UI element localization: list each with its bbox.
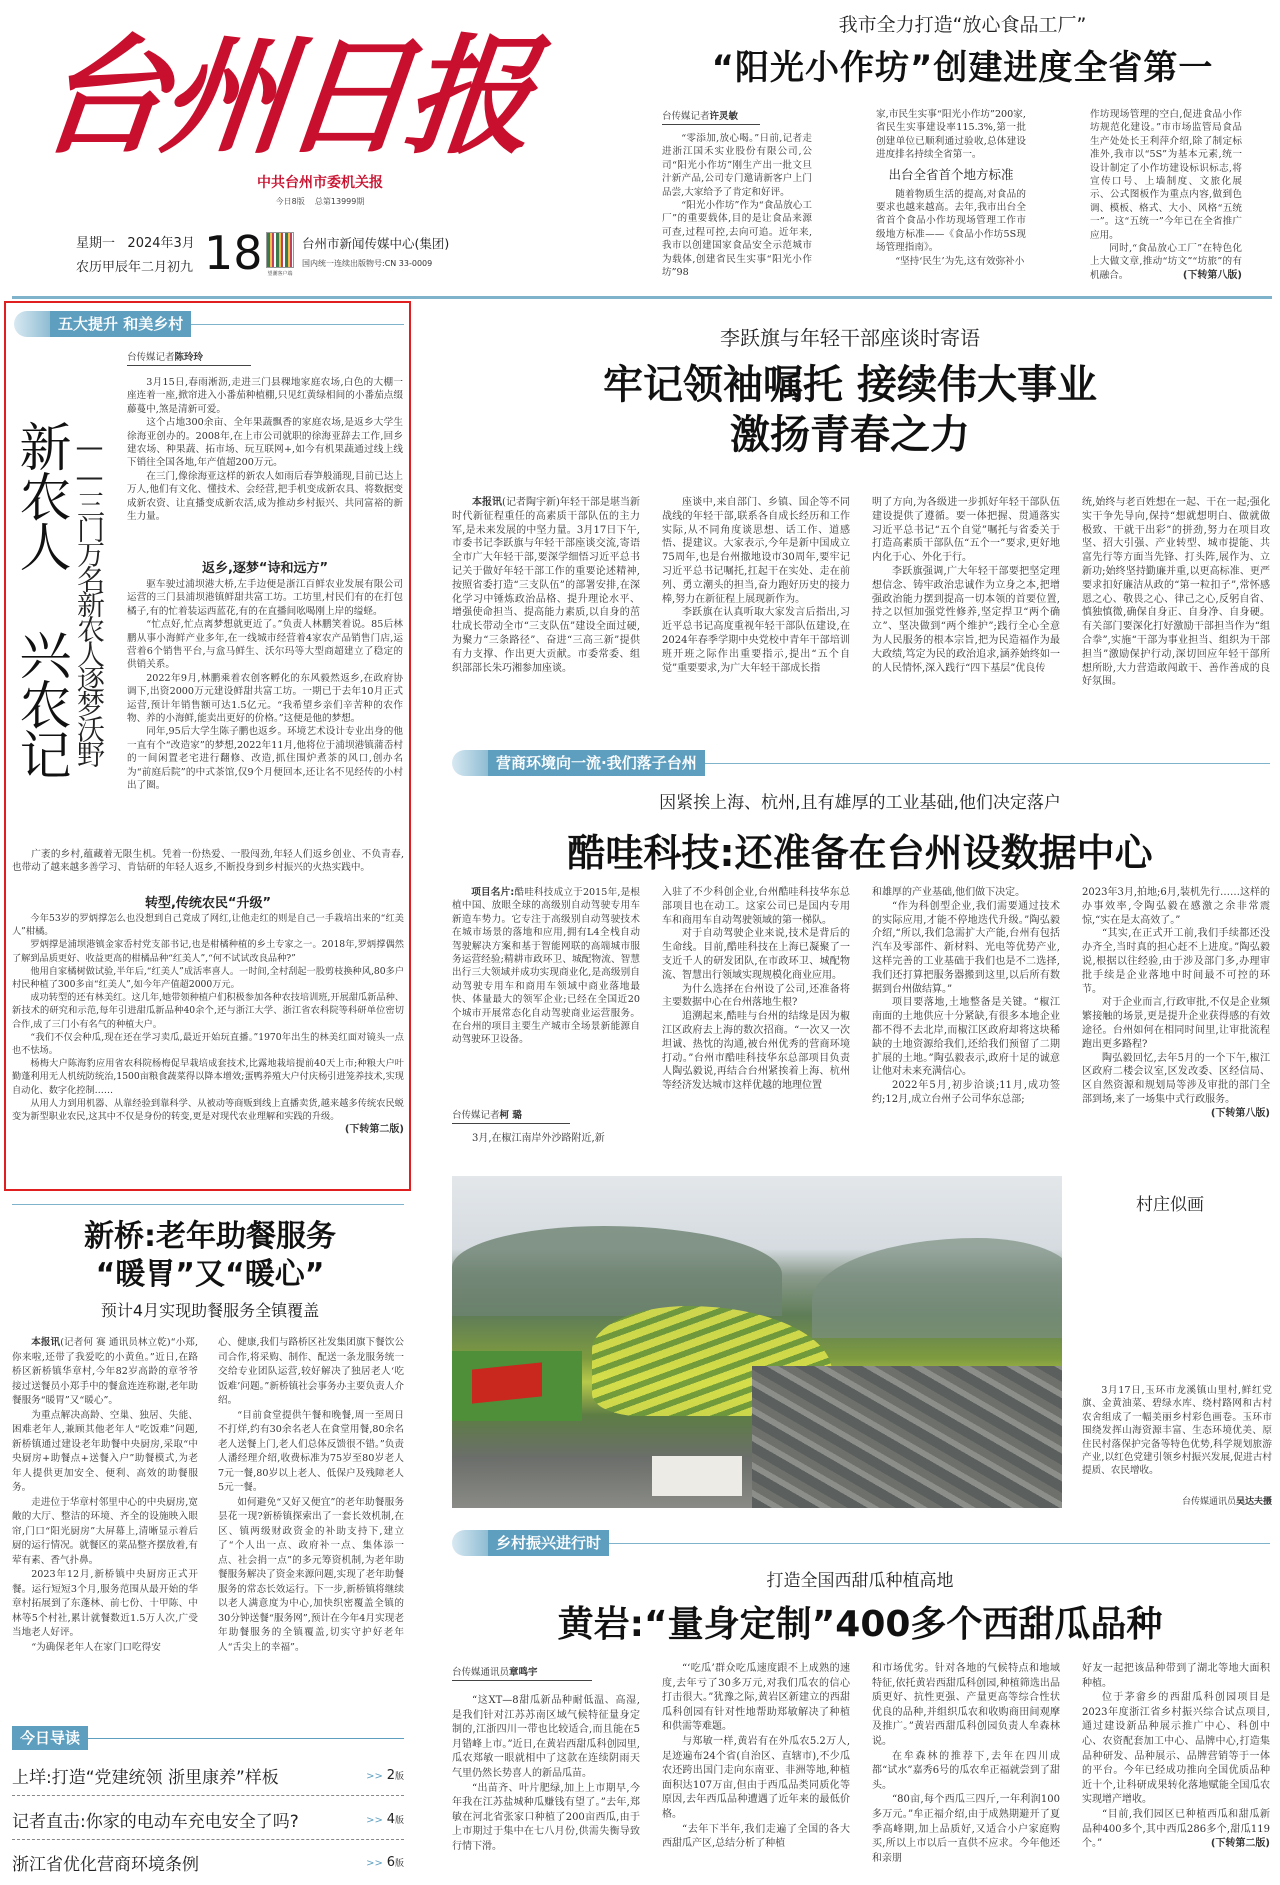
arrow-icon: >> — [366, 1771, 383, 1782]
paragraph: “80亩,每个西瓜三四斤,一年利润100多万元。”牟正福介绍,由于成熟期避开了夏季高峰期,加上品质好,又适合小户家庭购买,所以上市以后一直供不应求。今年他还和亲朋 — [872, 1794, 1060, 1864]
guide-item[interactable] — [12, 1756, 404, 1796]
paragraph: 2023年3月,拍地;6月,装机先行……这样的办事效率,令陶弘毅在感激之余非常震惊,“实在是太高效了。” — [1082, 887, 1270, 926]
guide-item-page — [366, 1812, 404, 1827]
white-house — [652, 1456, 742, 1496]
melon-kicker: 打造全国西甜瓜种植高地 — [766, 1571, 954, 1591]
paragraph: “出苗齐、叶片肥绿,加上上市期早,今年我在江苏盐城种瓜赚钱有望了。”去年,郑敏在河北省张家口种植了200亩西瓜,由于上市期过于集中在七八月份,供需失衡导致行情下滑。 — [452, 1782, 640, 1852]
paragraph-text: “目前,我们园区已种植西瓜和甜瓜新品种400多个,其中西瓜286多个,甜瓜119个。” — [1082, 1808, 1270, 1850]
paragraph — [1082, 1052, 1270, 1119]
melon-byline — [452, 1664, 592, 1681]
paragraph: 走进位于华章村邻里中心的中央厨房,宽敞的大厅、整洁的环境、齐全的设施映入眼帘,门口“阳光厨房”大屏幕上,清晰显示着后厨的运行情况。就餐区的菜品整齐摆放着,有荤有素、香气扑鼻。 — [12, 1496, 198, 1566]
business-profile — [452, 886, 640, 1086]
paragraph: 对于企业而言,行政审批,不仅是企业频繁接触的场景,更是提升企业获得感的有效途径。台州如何在相同时间里,让审批流程跑出更多路程? — [1082, 997, 1270, 1050]
paragraph: 追溯起来,酷哇与台州的结缘是因为椒江区政府去上海的数次招商。“一次又一次坦诚、热忱的沟通,被台州优秀的营商环境打动。”台州市酷哇科技华东总部项目负责人陶弘毅说,再结合台州紧挨着上海、杭州等经济发达城市这样优越的地理位置 — [662, 1011, 850, 1092]
wave-icon — [452, 1530, 488, 1556]
byline-prefix: 台传媒记者 — [662, 111, 710, 122]
business-byline — [452, 1107, 570, 1124]
section-label: 乡村振兴进行时 — [488, 1530, 609, 1556]
photo-caption — [1082, 1384, 1272, 1494]
paragraph: 李跃旗强调,广大年轻干部要把坚定理想信念、铸牢政治忠诚作为立身之本,把增强政治能力摆到提高一切本领的首要位置,持之以恒加强党性修养,坚定捍卫“两个确立”、坚决做到“两个维护”;践行全心全意为人民服务的根本宗旨,把为民造福作为最大政绩,笃定为民的政治追求,涵养始终如一的人民情怀,深入践行“四下基层”优良传 — [872, 565, 1060, 674]
paragraph: 同年,95后大学生陈子鹏也返乡。环境艺术设计专业出身的他一直有个“改造家”的梦想,2022年11月,他将位于浦坝港镇蒲岙村的一间闲置老宅进行翻修、改造,抓住围炉煮茶的风口,创办名为“前庭后院”的中式茶馆,仅9个月便回本,还让名不见经传的小村出了圈。 — [127, 726, 403, 792]
paragraph: “作为科创型企业,我们需要通过技术的实际应用,才能不停地迭代升级。”陶弘毅介绍,“所以,我们急需扩大产能,台州有包括汽车及零部件、新材料、光电等优势产业,这样完善的工业基础于我们也是不二选择,我们还打算把服务器搬到这里,以后所有数据到台州做结算。” — [872, 900, 1060, 995]
byline-name: 陈玲玲 — [174, 352, 204, 363]
paragraph: 对于自动驾驶企业来说,技术是背后的生命线。目前,酷哇科技在上海已凝聚了一支近千人的研发团队,在市政环卫、城配物流、智慧出行领域实现规模化商业应用。 — [662, 928, 850, 981]
weekday: 星期一 — [76, 236, 116, 251]
paragraph: 罗炳撑是浦坝港镇金家岙村党支部书记,也是柑橘种植的乡土专家之一。2018年,罗炳撑偶然了解到品质更好、收益更高的柑橘品种“红美人”,“何不试试改良品种?” — [12, 939, 404, 964]
masthead-subtitle: 中共台州市委机关报 — [257, 175, 383, 191]
paragraph: 心、健康,我们与路桥区社发集团旗下餐饮公司合作,将采购、制作、配送一条龙服务统一交给专业团队运营,较好解决了独居老人‘吃饭难’问题。”新桥镇社会事务办主要负责人介绍。 — [218, 1337, 404, 1406]
guide-item-page — [366, 1855, 404, 1870]
today-guide — [12, 1726, 404, 1881]
elderly-subheadline: 预计4月实现助餐服务全镇覆盖 — [100, 1301, 320, 1320]
qr-code[interactable] — [266, 232, 294, 268]
melon-section-bar — [452, 1530, 1270, 1556]
paragraph: 如何避免“又好又便宜”的老年助餐服务昙花一现?新桥镇探索出了一套长效机制,在区、镇两级财政资金的补助支持下,建立了“个人出一点、政府补一点、集体添一点、社会捐一点”的多元筹资机制,为老年助餐服务解决了资金来源问题,实现了老年助餐服务的常态长效运行。下一步,新桥镇将继续以老人满意度为中心,加快织密覆盖全镇的30分钟送餐“服务网”,预计在今年4月实现老年助餐服务的全镇覆盖,切实守护好老年人“舌尖上的幸福”。 — [218, 1496, 404, 1653]
left-feature-subhead-2: 转型,传统农民“升级” — [144, 896, 272, 911]
melon-col3 — [872, 1662, 1060, 1880]
elderly-headline-line1: 新桥:老年助餐服务 — [84, 1219, 336, 1254]
paragraph: “为确保老年人在家门口吃得安 — [31, 1641, 161, 1653]
paragraph-text: 从用人力到用机器、从靠经验到靠科学、从被动等商贩到线上直播卖货,越来越多传统农民蜕变为新型职业农民,这其中不仅是身份的转变,更是对现代农业理解和实践的升级。 — [12, 1097, 404, 1123]
left-feature-byline — [127, 349, 251, 366]
paragraph: 2022年9月,林鹏乘着农创客孵化的东风毅然返乡,在政府协调下,出资2000万元建设鲜甜共富工坊。一期已于去年10月正式运营,预计年销售额可达1.5亿元。“我希望乡亲们辛苦种的农作物、养的小海鲜,能卖出更好的价格。”这便是他的梦想。 — [127, 672, 403, 725]
photo-credit — [1082, 1494, 1272, 1507]
masthead-logo: 台州日报 — [32, 22, 536, 172]
guide-item-title[interactable]: 记者直击:你家的电动车充电安全了吗? — [12, 1812, 299, 1832]
page-number: 6 — [386, 1854, 395, 1870]
left-feature-section2 — [12, 912, 404, 1184]
today-guide-label: 今日导读 — [12, 1726, 88, 1750]
paragraph: 驱车驶过浦坝港大桥,左手边便是浙江百鲜农业发展有限公司运营的三门县浦坝港镇鲜甜共富工坊。工坊里,村民们有的在打包橘子,有的忙着装运西蓝花,有的在直播间吆喝刚上岸的缢蛏。 — [127, 579, 403, 617]
section-label: 营商环境向一流·我们落子台州 — [488, 750, 705, 776]
mountain-right — [812, 1238, 1062, 1338]
date-weekday — [76, 232, 195, 251]
paragraph: “其实,在正式开工前,我们手续都还没办齐全,当时真的担心赶不上进度。”陶弘毅说,根据以往经验,由于涉及部门多,办理审批手续是企业落地中时间最不可控的环节。 — [1082, 928, 1270, 995]
guide-item-page — [366, 1768, 404, 1783]
guide-item[interactable] — [12, 1800, 404, 1840]
paragraph: “坚持‘民生’为先,这有效弥补小 — [895, 255, 1025, 267]
elderly-col2 — [218, 1336, 404, 1706]
mountain-left — [452, 1226, 782, 1316]
melon-col4 — [1082, 1662, 1270, 1880]
paragraph-text: 同时,“食品放心工厂”在特色化上大做文章,推动“坊文”“坊旅”的有机融合。 — [1090, 243, 1242, 281]
paragraph: 3月17日,玉环市龙溪镇山里村,鲜红党旗、金黄油菜、碧绿水库、绕村路网和古村农舍组成了一幅美丽乡村彩色画卷。玉环市围绕发挥山海资源丰富、生态环境优美、原住民村落保护完备等特色优势,科学规划旅游产业,以红色党建引领乡村振兴发展,促进古村提质、农民增收。 — [1082, 1385, 1272, 1477]
paragraph: 他用自家橘树做试验,半年后,“红美人”成活率喜人。一时间,全村刮起一股剪枝换种风,80多户村民种植了300多亩“红美人”,如今年产值超2000万元。 — [12, 965, 404, 991]
masthead — [0, 0, 640, 300]
business-col3 — [872, 886, 1060, 1148]
guide-item-title[interactable]: 浙江省优化营商环境条例 — [12, 1854, 199, 1875]
issue-number: 总第13999期 — [314, 197, 365, 206]
paragraph: 位于茅畲乡的西甜瓜科创园项目是2023年度浙江省乡村振兴综合试点项目,通过建设新品种展示推广中心、科创中心、农资配套加工中心、品牌中心,打造集品种研发、品种展示、品牌营销等于一体的平台。今年已经成功推向全国优质品种近十个,让科研成果转化落地赋能全国瓜农实现增产增收。 — [1082, 1692, 1270, 1806]
section-rule — [191, 324, 404, 325]
paragraph: 李跃旗在认真听取大家发言后指出,习近平总书记高度重视年轻干部队伍建设,在2024年春季学期中央党校中青年干部培训班开班之际作出重要指示,提出“五个自觉”重要要求,为广大年轻干部成长指 — [662, 607, 850, 674]
paragraph: 明了方向,为各级进一步抓好年轻干部队伍建设提供了遵循。要一体把握、贯通落实习近平总书记“五个自觉”嘱托与省委关于打造高素质干部队伍“五个一”要求,更好地内化于心、外化于行。 — [872, 497, 1060, 564]
left-feature-subheadline: ——三门万名新农人逐梦沃野 — [73, 430, 106, 765]
paragraph: 今年53岁的罗炳撑怎么也没想到自己竟成了网红,让他走红的则是自己一手栽培出来的“红美人”柑橘。 — [12, 913, 404, 938]
top-story-col1 — [662, 132, 812, 288]
left-feature-section-bar — [14, 311, 404, 337]
paragraph: “忙点好,忙点离梦想就更近了。”负责人林鹏笑着说。85后林鹏从事小海鲜产业多年,在一线城市经营着4家农产品销售门店,运营着6个销售平台,与盒马鲜生、沃尔玛等大型商超建立了稳定的供销关系。 — [127, 619, 403, 671]
arrow-icon: >> — [366, 1815, 383, 1826]
edition-info — [200, 196, 440, 207]
paragraph — [1090, 242, 1242, 282]
byline-name: 许灵敏 — [709, 111, 739, 122]
paragraph: 统,始终与老百姓想在一起、干在一起;强化实干争先导向,保持“想就想明白、做就做极致、干就干出彩”的拼劲,努力在项目攻坚、招大引强、产业转型、城市提能、共富先行等方面当先锋、打头阵,展作为、立新功;始终坚持勤廉并重,以更高标准、更严要求扣好廉洁从政的“第一粒扣子”,常怀感恩之心、敬畏之心、律己之心,反躬自省、慎独慎微,确保自身正、自身净、自身硬。有关部门要深化打好激励干部担当作为“组合拳”,实施“干部为事业担当、组织为干部担当”激励保护行动,深切回应年轻干部所想所盼,大力营造敢闯敢干、善作善成的良好氛围。 — [1082, 497, 1270, 688]
left-feature-headline: 新农人 兴农记 — [10, 420, 70, 778]
page-unit: 版 — [394, 1858, 404, 1869]
paragraph-text: 年轻干部是堪当新时代新征程重任的高素质干部队伍的主力军,是未来发展的中坚力量。3月17日下午,市委书记李跃旗与年轻干部座谈交流,寄语全市广大年轻干部,要深学细悟习近平总书记关于做好年轻干部工作的重要论述精神,按照省委打造“三支队伍”的部署安排,在深化学习中锤炼政治品格、提升理论水平、增强使命担当、提高能力素质,以自身的茁壮成长带动全市“三支队伍”建设全面过硬,为聚力“三条路径”、奋进“三高三新”提供有力支撑、作出更大贡献。市委常委、组织部部长朱巧湘参加座谈。 — [452, 497, 640, 674]
paragraph: 入驻了不少科创企业,台州酷哇科技华东总部项目也在动工。这家公司已是国内专用车和商用车自动驾驶领域的第一梯队。 — [662, 887, 850, 926]
continued-note[interactable]: (下转第二版) — [344, 1124, 404, 1136]
credit-name: 吴达夫摄 — [1235, 1497, 1272, 1507]
village-houses — [752, 1366, 1062, 1508]
paragraph — [12, 1097, 404, 1136]
arrow-icon: >> — [366, 1857, 383, 1869]
byline-prefix: 台传媒记者 — [127, 352, 175, 363]
business-headline: 酷哇科技:还准备在台州设数据中心 — [567, 831, 1153, 875]
byline-prefix: 台传媒记者 — [452, 1110, 500, 1121]
paragraph-text: 陶弘毅回忆,去年5月的一个下午,椒江区政府二楼会议室,区发改委、区经信局、区自然资源和规划局等涉及审批的部门全部到场,来了一场集中式行政服务。 — [1082, 1052, 1270, 1105]
paragraph: 和市场优劣。针对各地的气候特点和地域特征,依托黄岩西甜瓜科创园,种植筛选出品质更好、抗性更强、产量更高等综合性状优良的品种,并组织瓜农和收购商田间观摩及推广。”黄岩西甜瓜科创园负责人牟森林说。 — [872, 1663, 1060, 1747]
page-number: 2 — [386, 1768, 395, 1783]
left-feature-intro — [127, 376, 403, 552]
masthead-rule — [12, 296, 1272, 299]
cn-number: 国内统一连续出版物号:CN 33-0009 — [302, 259, 433, 268]
business-section-bar — [452, 750, 1270, 776]
dateline-reporter: (记者何 赛 通讯员林立乾) — [60, 1337, 171, 1348]
elderly-headline-line2: “暖胃”又“暖心” — [95, 1257, 325, 1292]
paragraph: 随着物质生活的提高,对食品的要求也越来越高。去年,我市出台全省首个食品小作坊现场管理工作市级地方标准——《食品小作坊5S现场管理指南》。 — [876, 188, 1026, 254]
date-day: 18 — [204, 226, 263, 280]
photo-title: 村庄似画 — [1136, 1195, 1204, 1215]
paragraph: “零添加,放心喝。”日前,记者走进浙江国禾实业股份有限公司,公司“阳光小作坊”刚生产出一批文旦汁新产品,公司专门邀请新客户上门品尝,大家给予了肯定和好评。 — [662, 133, 812, 198]
paragraph: 为什么选择在台州设了公司,还准备将主要数据中心在台州落地生根? — [662, 983, 850, 1009]
top-story-col2 — [876, 108, 1026, 288]
paragraph: 2023年12月,新桥镇中央厨房正式开餐。运行短短3个月,服务范围从最开始的华章村拓展到了东蓬林、前七份、十甲陈、中林等5个村社,累计就餐数近1.5万人次,广受当地老人好评。 — [12, 1569, 198, 1638]
lead-col4 — [1082, 496, 1270, 744]
paragraph: 项目要落地,土地整备是关键。“椒江南面的土地供应十分紧缺,有很多本地企业都不得不去北岸,而椒江区政府却将这块稀缺的土地资源给我们,还给我们预留了二期扩展的土地。”陶弘毅表示,政府十足的诚意让他对未来充满信心。 — [872, 997, 1060, 1078]
guide-item-title[interactable]: 上垟:打造“党建统领 浙里康养”样板 — [12, 1768, 279, 1788]
publisher: 台州市新闻传媒中心(集团) — [302, 236, 450, 251]
left-feature-subhead-1: 返乡,逐梦“诗和远方” — [201, 561, 329, 576]
paragraph: “目前食堂提供午餐和晚餐,周一至周日不打烊,约有30余名老人在食堂用餐,80余名老人送餐上门,老人们总体反馈很不错。”负责人潘经理介绍,收费标准为75岁至80岁老人7元一餐,80岁以上老人、低保户及残障老人5元一餐。 — [218, 1409, 404, 1493]
melon-headline: 黄岩:“量身定制”400多个西甜瓜品种 — [557, 1604, 1163, 1645]
paragraph: “阳光小作坊”作为“食品放心工厂”的重要载体,目的是让食品来源可查,过程可控,去向可追。近年来,我市以创建国家食品安全示范城市为载体,创建省民生实事“阳光小作坊”98 — [662, 200, 812, 279]
melon-col2 — [662, 1662, 850, 1880]
lead-col2 — [662, 496, 850, 744]
paragraph: 与郑敏一样,黄岩有在外瓜农5.2万人,足迹遍布24个省(自治区、直辖市),不少瓜农还跨出国门走向东南亚、非洲等地,种植面积达107万亩,但由于西瓜品类同质化等原因,去年西瓜品种遭遇了近年来的最低价格。 — [662, 1735, 850, 1820]
paragraph: 和雄厚的产业基础,他们做下决定。 — [872, 887, 1026, 898]
paragraph: 作坊现场管理的空白,促进食品小作坊规范化建设。”市市场监管局食品生产处处长王利萍介绍,除了制定标准外,我市以“5S”为基本元素,统一设计制定了小作坊建设标识标志,将宣传口号、上墙制度、文旅化展示、公式图板作为重点内容,做到色调、模板、格式、大小、风格“五统一”。这“五统一”今年已在全省推广应用。 — [1090, 109, 1242, 241]
top-story — [650, 0, 1275, 296]
paragraph: 成功转型的还有林美红。这几年,她带领种植户们积极参加各种农技培训班,开展甜瓜新品种、新技术的研究和示范,每年引进甜瓜新品种40余个,还与浙江大学、浙江省农科院等科研单位密切合作,成了三门小有名气的种植大户。 — [12, 992, 404, 1030]
paragraph — [452, 496, 640, 675]
paragraph: 3月15日,春雨淅沥,走进三门县稞地家庭农场,白色的大棚一座连着一座,掀帘进入小番茄种植棚,只见红黄绿相间的小番茄点缀藤蔓中,煞是清新可爱。 — [127, 377, 403, 415]
continued-note[interactable]: (下转第八版) — [1210, 1107, 1270, 1119]
year-month: 2024年3月 — [127, 236, 195, 251]
paragraph: 2022年5月,初步洽谈;11月,成功签约;12月,成立台州子公司华东总部; — [872, 1080, 1060, 1105]
business-col4 — [1082, 886, 1270, 1148]
top-story-kicker: 我市全力打造“放心食品工厂” — [838, 14, 1087, 36]
byline-prefix: 台传媒通讯员 — [452, 1667, 510, 1678]
business-col2 — [662, 886, 850, 1148]
village-photo[interactable] — [452, 1176, 1062, 1508]
today-guide-header — [12, 1726, 404, 1750]
paragraph: “去年下半年,我们走遍了全国的各大西甜瓜产区,总结分析了种植 — [662, 1823, 850, 1850]
paragraph: “我们不仅会种瓜,现在还在学习卖瓜,最近开始玩直播。”1970年出生的林美红面对镜头一点也不怯场。 — [12, 1031, 404, 1057]
paragraph: 这个占地300余亩、全年果蔬飘香的家庭农场,是返乡大学生徐海亚创办的。2008年,在上市公司就职的徐海亚辞去工作,回乡建农场、种果蔬、拓市场、玩互联网+,如今有机果蔬通过线上线下销往全国各地,年产值超200万元。 — [127, 417, 403, 469]
lead-col3 — [872, 496, 1060, 744]
paragraph — [1082, 1808, 1270, 1852]
lead-headline-line1: 牢记领袖嘱托 接续伟大事业 — [603, 362, 1097, 408]
paragraph: 在牟森林的推荐下,去年在四川成都“试水”嘉秀6号的瓜农牟正福就尝到了甜头。 — [872, 1750, 1060, 1791]
paragraph: 家,市民生实事“阳光小作坊”200家,省民生实事建设率115.3%,第一批创建单位已顺利通过验收,总体建设进度排名持续全省第一。 — [876, 109, 1026, 161]
lead-headline-line2: 激扬青春之力 — [730, 412, 970, 458]
paragraph — [452, 886, 640, 1047]
page-unit: 版 — [394, 1772, 404, 1782]
paragraph: 为重点解决高龄、空巢、独居、失能、困难老年人,兼顾其他老年人“吃饭难”问题,新桥镇通过建设老年助餐中央厨房,采取“中央厨房+助餐点+送餐入户”助餐模式,为老年人提供更加安全、便利、高效的助餐服务。 — [12, 1409, 198, 1493]
elderly-col1 — [12, 1336, 198, 1706]
dateline-label: 本报讯 — [31, 1337, 61, 1348]
lead-kicker: 李跃旗与年轻干部座谈时寄语 — [720, 326, 980, 350]
section-rule — [609, 1543, 1270, 1544]
byline-name: 章鸣宇 — [509, 1667, 538, 1678]
guide-item[interactable] — [12, 1844, 404, 1880]
wave-icon — [14, 311, 50, 337]
top-story-headline: “阳光小作坊”创建进度全省第一 — [711, 48, 1214, 88]
dateline-reporter: (记者陶宇新) — [502, 497, 560, 508]
paragraph: 座谈中,来自部门、乡镇、国企等不同战线的年轻干部,联系各自成长经历和工作实际,从不同角度谈思想、话工作、道感悟、提建议。大家表示,今年是新中国成立75周年,也是台州撤地设市30周年,要牢记习近平总书记嘱托,扛起干在实处、走在前列、勇立潮头的担当,奋力跑好历史的接力棒,努力在新征程上展现新作为。 — [662, 497, 850, 605]
top-story-subhead: 出台全省首个地方标准 — [888, 166, 1014, 182]
profile-label: 项目名片: — [471, 887, 515, 898]
paragraph: 在三门,像徐海亚这样的新农人如雨后春笋般涌现,目前已达上万人,他们有文化、懂技术、会经营,把手机变成新农具、将数据变成新农资、让直播变成新农活,成为推动乡村振兴、共同富裕的新生力量。 — [127, 470, 403, 523]
continued-note[interactable]: (下转第八版) — [1182, 269, 1242, 281]
melon-col1 — [452, 1694, 640, 1880]
edition-count: 今日8版 — [275, 197, 305, 206]
top-story-byline — [662, 108, 760, 125]
left-feature-section1 — [127, 578, 403, 844]
wave-icon — [452, 750, 488, 776]
lunar-date: 农历甲辰年二月初九 — [76, 260, 194, 275]
qr-caption: 望潮客户端 — [267, 271, 293, 277]
paragraph: “‘吃瓜’群众吃瓜速度跟不上成熟的速度,去年亏了30多万元,对我们瓜农的信心打击很大。”犹豫之际,黄岩区新建立的西甜瓜科创园有针对性地帮助郑敏解决了种植和供需等难题。 — [662, 1663, 850, 1733]
top-story-col3 — [1090, 108, 1242, 288]
paragraph: 3月,在椒江南岸外沙路附近,新 — [472, 1133, 605, 1144]
business-kicker: 因紧挨上海、杭州,且有雄厚的工业基础,他们决定落户 — [659, 793, 1061, 813]
business-col1 — [452, 1132, 640, 1148]
dateline-label: 本报讯 — [472, 497, 503, 508]
credit-prefix: 台传媒通讯员 — [1181, 1497, 1236, 1507]
section-label: 五大提升 和美乡村 — [50, 311, 191, 337]
continued-note[interactable]: (下转第二版) — [1210, 1838, 1270, 1850]
section-rule — [88, 1738, 404, 1739]
page-number: 4 — [386, 1812, 395, 1827]
paragraph: 好友一起把该品种带到了湖北等地大面积种植。 — [1082, 1663, 1270, 1689]
elderly-top-rule — [12, 1204, 404, 1205]
section-rule — [705, 763, 1270, 764]
page-unit: 版 — [394, 1816, 404, 1826]
paragraph — [12, 1336, 198, 1409]
paragraph: 广袤的乡村,蕴藏着无限生机。凭着一份热爱、一股闯劲,年轻人们返乡创业、不负青春,也带动了越来越多善学习、肯钻研的年轻人返乡,不断投身到乡村振兴的火热实践中。 — [12, 849, 404, 874]
paragraph-text: “小郑,你来啦,还带了我爱吃的小黄鱼。”近日,在路桥区新桥镇华章村,今年82岁高龄的章爷爷接过送餐员小郑手中的餐盒连连称谢,老年助餐服务“暖胃”又“暖心”。 — [12, 1337, 198, 1406]
paragraph: 杨梅大户陈海豹应用省农科院杨梅促早栽培成套技术,比露地栽培提前40天上市;种粮大户叶勤蓬利用无人机统防统治,1500亩粮食蔬菜得以降本增效;蛋鸭养殖大户付庆杨引进笼养技术,实现自动化、数字化控制…… — [12, 1058, 404, 1096]
paragraph: “这XT—8甜瓜新品种耐低温、高湿,是我们针对江苏苏南区域气候特征量身定制的,江浙四川一带也比较适合,而且能在5月错峰上市。”近日,在黄岩西甜瓜科创园里,瓜农郑敏一眼就相中了这款在连续阴雨天气里仍然长势喜人的新品瓜苗。 — [452, 1695, 640, 1779]
paragraph-text: 酷哇科技成立于2015年,是根植中国、放眼全球的高级别自动驾驶专用车新造车势力。它专注于高级别自动驾驶技术在城市场景的落地和应用,拥有L4全栈自动驾驶解决方案和基于智能网联的高端城市服务运营经验;精耕市政环卫、城配物流、智慧出行三大领域并成功实现商业化,是高级别自动驾驶专用车和商用车领域中商业落地最快、体量最大的领军企业;已经在全国近20个城市开展常态化自动驾驶商业运营服务。在台州的项目主要生产城市全场景新能源自动驾驶环卫设备。 — [452, 887, 640, 1046]
lead-col1 — [452, 496, 640, 744]
left-feature-section1-end — [12, 848, 404, 888]
byline-name: 柯 璐 — [499, 1110, 522, 1121]
